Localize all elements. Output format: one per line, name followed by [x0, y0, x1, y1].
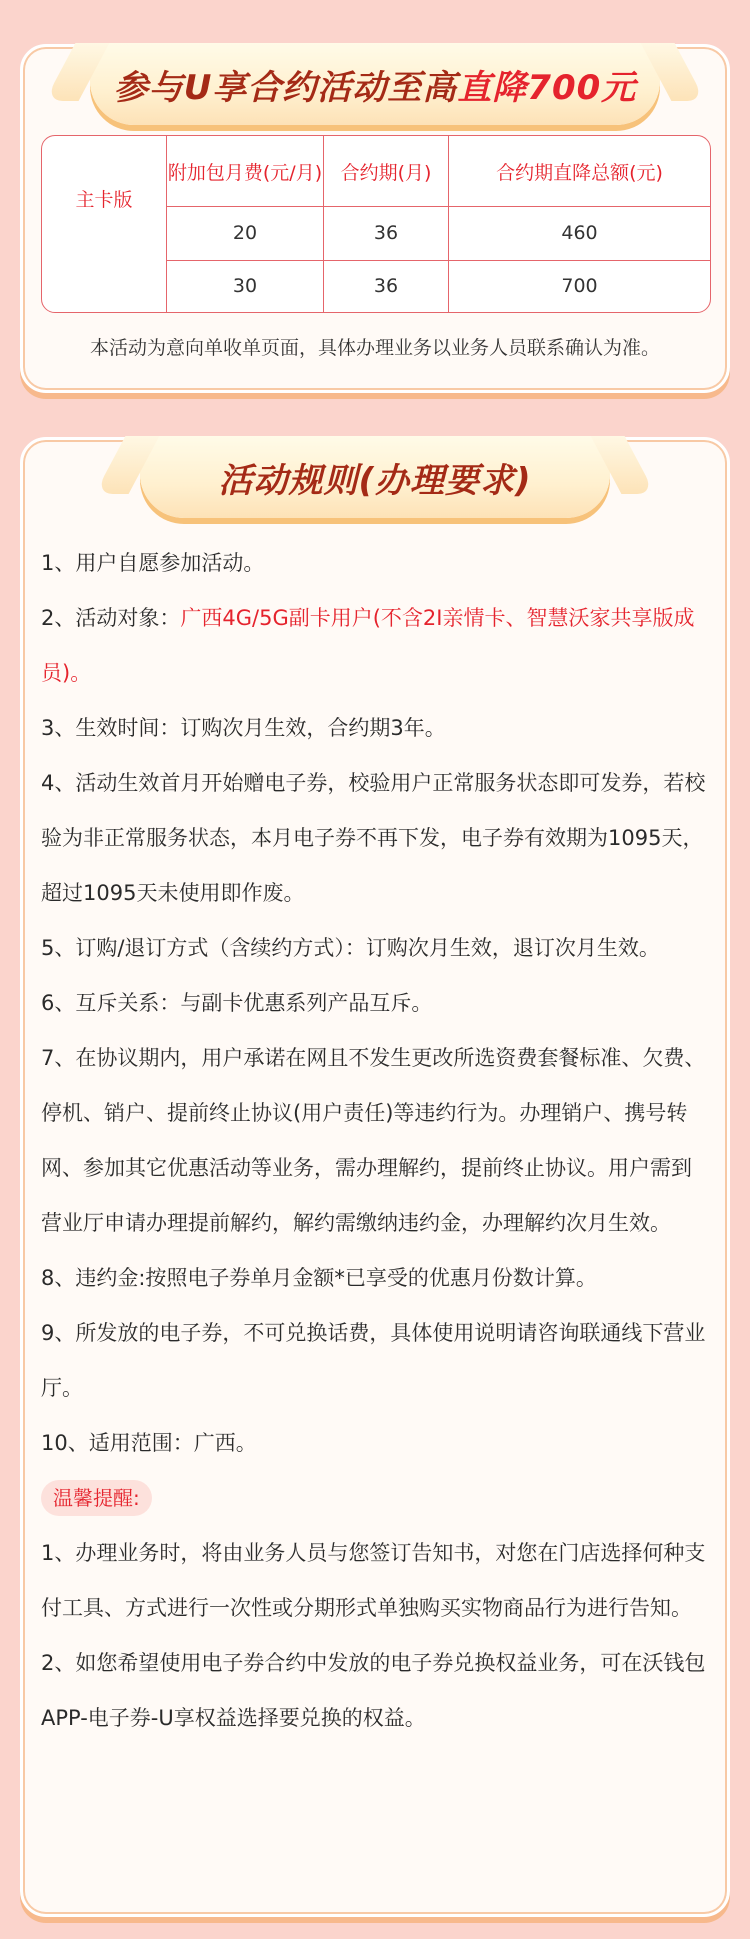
table-header-cell: 合约期直降总额(元)	[449, 136, 710, 207]
rule-item: 4、活动生效首月开始赠电子券，校验用户正常服务状态即可发券，若校验为非正常服务状态，本月电子券不再下发，电子券有效期为1095天，超过1095天未使用即作废。	[41, 771, 706, 905]
rule-item: 6、互斥关系：与副卡优惠系列产品互斥。	[41, 991, 433, 1015]
offer-card	[20, 44, 730, 393]
table-cell: 36	[324, 261, 449, 312]
table-header-cell: 合约期(月)	[324, 136, 449, 207]
offer-title-main: 参与U享合约活动至高	[113, 67, 458, 108]
rule-item: 8、违约金:按照电子券单月金额*已享受的优惠月份数计算。	[41, 1266, 597, 1290]
table-cell: 30	[167, 261, 324, 312]
rule-item: 9、所发放的电子券，不可兑换话费，具体使用说明请咨询联通线下营业厅。	[41, 1321, 706, 1400]
offer-title	[114, 60, 637, 109]
rule-item: 10、适用范围：广西。	[41, 1431, 257, 1455]
table-cell: 20	[167, 207, 324, 261]
offer-title-highlight: 直降700元	[457, 67, 637, 108]
table-cell: 460	[449, 207, 710, 261]
rule-item: 3、生效时间：订购次月生效，合约期3年。	[41, 716, 446, 740]
rules-title: 活动规则(办理要求)	[218, 460, 532, 501]
reminder-item: 2、如您希望使用电子券合约中发放的电子券兑换权益业务，可在沃钱包APP-电子券-U享权益选择要兑换的权益。	[41, 1651, 706, 1730]
rule-item: 1、用户自愿参加活动。	[41, 551, 265, 575]
table-cell-empty	[42, 261, 167, 312]
table-header-cell: 附加包月费(元/月)	[167, 136, 324, 207]
rules-title-ribbon	[140, 436, 610, 518]
offer-title-ribbon	[90, 43, 660, 125]
rule-item: 2、活动对象：广西4G/5G副卡用户(不含2I亲情卡、智慧沃家共享版成员)。	[41, 606, 695, 685]
table-row	[42, 261, 710, 312]
reminder-badge: 温馨提醒:	[41, 1480, 152, 1516]
rule-target-highlight: 广西4G/5G副卡用户(不含2I亲情卡、智慧沃家共享版成员)。	[41, 606, 695, 685]
table-cell: 700	[561, 275, 598, 298]
offer-note: 本活动为意向单收单页面，具体办理业务以业务人员联系确认为准。	[89, 337, 660, 359]
table-cell: 36	[324, 207, 449, 261]
rule-item: 5、订购/退订方式（含续约方式）：订购次月生效，退订次月生效。	[41, 936, 660, 960]
rules-list	[41, 536, 709, 1746]
rules-card	[20, 437, 730, 1917]
table-header-row	[42, 136, 710, 207]
table-row-label: 主卡版	[42, 136, 167, 261]
rule-item: 7、在协议期内，用户承诺在网且不发生更改所选资费套餐标准、欠费、停机、销户、提前终止协议(用户责任)等违约行为。办理销户、携号转网、参加其它优惠活动等业务，需办理解约，提前终止协议。用户需到营业厅申请办理提前解约，解约需缴纳违约金，办理解约次月生效。	[41, 1046, 706, 1235]
discount-table	[41, 135, 711, 313]
reminder-item: 1、办理业务时，将由业务人员与您签订告知书，对您在门店选择何种支付工具、方式进行一次性或分期形式单独购买实物商品行为进行告知。	[41, 1541, 706, 1620]
